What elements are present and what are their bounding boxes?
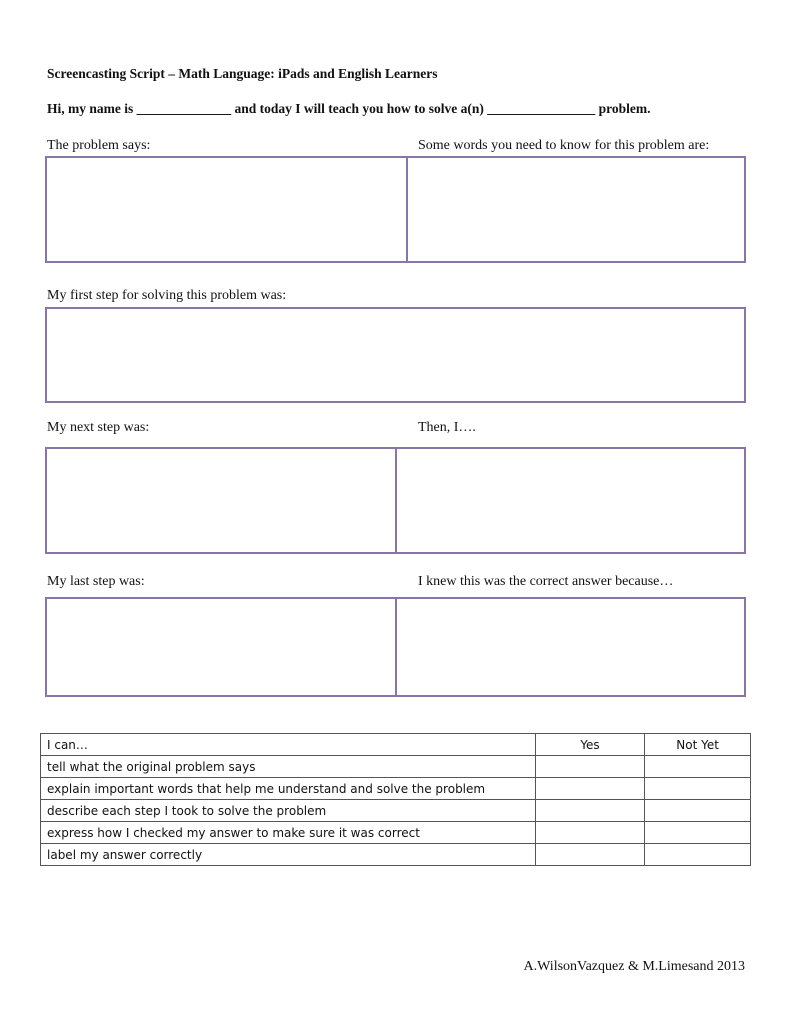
table-row bbox=[41, 800, 751, 822]
criterion-text: explain important words that help me understand and solve the problem bbox=[41, 778, 536, 800]
box-divider bbox=[395, 599, 397, 695]
not-yet-cell[interactable] bbox=[645, 756, 751, 778]
table-row bbox=[41, 844, 751, 866]
criterion-text: tell what the original problem says bbox=[41, 756, 536, 778]
table-row bbox=[41, 778, 751, 800]
not-yet-cell[interactable] bbox=[645, 800, 751, 822]
self-check-table bbox=[40, 733, 751, 866]
not-yet-cell[interactable] bbox=[645, 844, 751, 866]
correct-because-label: I knew this was the correct answer because… bbox=[418, 574, 674, 589]
criterion-text: describe each step I took to solve the problem bbox=[41, 800, 536, 822]
last-step-correct-box[interactable] bbox=[45, 597, 746, 697]
yes-cell[interactable] bbox=[535, 844, 645, 866]
worksheet-title: Screencasting Script – Math Language: iPads and English Learners bbox=[47, 66, 438, 81]
header-not-yet: Not Yet bbox=[645, 734, 751, 756]
not-yet-cell[interactable] bbox=[645, 778, 751, 800]
box-divider bbox=[406, 158, 408, 261]
yes-cell[interactable] bbox=[535, 822, 645, 844]
not-yet-cell[interactable] bbox=[645, 822, 751, 844]
next-step-label: My next step was: bbox=[47, 420, 150, 435]
then-label: Then, I…. bbox=[418, 420, 476, 435]
problem-says-label: The problem says: bbox=[47, 138, 151, 153]
next-then-box[interactable] bbox=[45, 447, 746, 554]
box-divider bbox=[395, 449, 397, 552]
header-i-can: I can… bbox=[41, 734, 536, 756]
header-yes: Yes bbox=[535, 734, 645, 756]
first-step-label: My first step for solving this problem was: bbox=[47, 288, 287, 303]
criterion-text: label my answer correctly bbox=[41, 844, 536, 866]
words-to-know-label: Some words you need to know for this problem are: bbox=[418, 138, 710, 153]
intro-sentence: Hi, my name is ______________ and today I will teach you how to solve a(n) ________________ problem. bbox=[47, 101, 651, 116]
first-step-box[interactable] bbox=[45, 307, 746, 403]
table-row bbox=[41, 756, 751, 778]
table-header-row bbox=[41, 734, 751, 756]
table-row bbox=[41, 822, 751, 844]
yes-cell[interactable] bbox=[535, 756, 645, 778]
criterion-text: express how I checked my answer to make sure it was correct bbox=[41, 822, 536, 844]
last-step-label: My last step was: bbox=[47, 574, 145, 589]
footer-credit: A.WilsonVazquez & M.Limesand 2013 bbox=[523, 959, 745, 974]
yes-cell[interactable] bbox=[535, 800, 645, 822]
yes-cell[interactable] bbox=[535, 778, 645, 800]
problem-words-box[interactable] bbox=[45, 156, 746, 263]
